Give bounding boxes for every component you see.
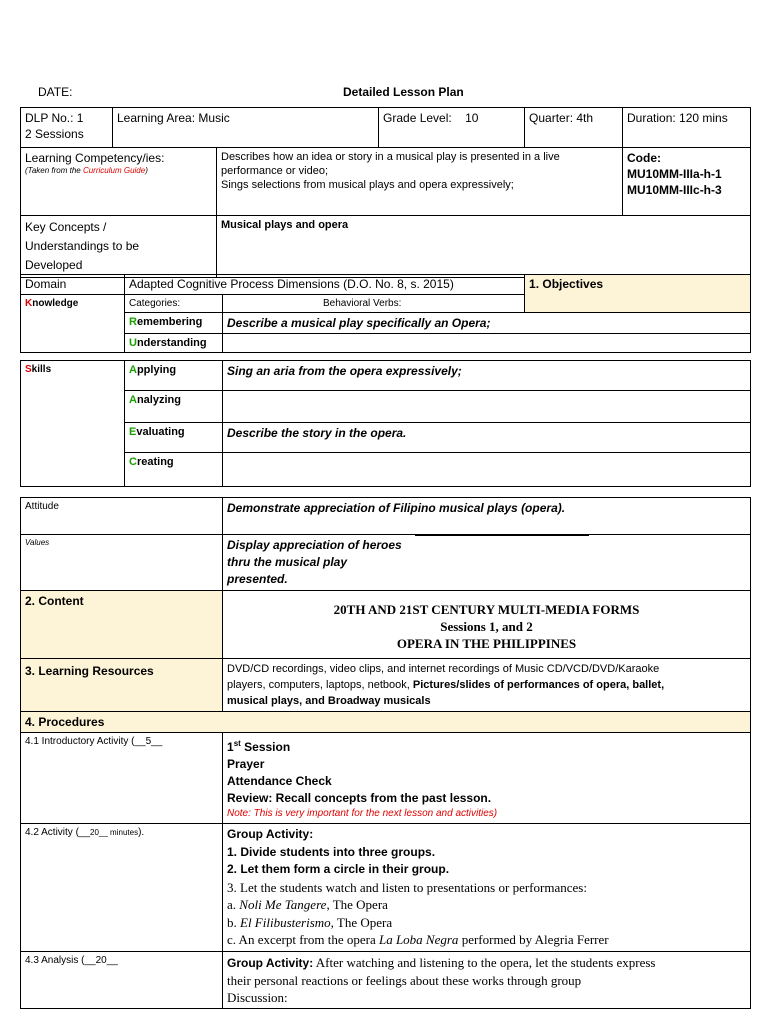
note-prefix: (Taken from the <box>25 166 83 175</box>
competency-line-1: Describes how an idea or story in a musical play is presented in a live <box>221 151 560 163</box>
evaluating-initial: E <box>129 426 137 438</box>
creating-rest: reating <box>136 456 174 468</box>
creating-label <box>125 453 223 487</box>
grade-level-cell <box>379 108 525 148</box>
values-label: Values <box>21 535 223 591</box>
content-line-1: 20TH AND 21ST CENTURY MULTI-MEDIA FORMS <box>333 602 640 617</box>
values-line-2: thru the musical play <box>227 555 348 569</box>
item-b-prefix: b. <box>227 914 240 930</box>
analysis-line-2: their personal reactions or feelings about these works through group <box>227 972 582 988</box>
understanding-label <box>125 334 223 353</box>
resources-line-3: musical plays, and Broadway musicals <box>227 695 431 707</box>
key-concepts-label-cell <box>21 216 217 278</box>
knowledge-initial: K <box>25 298 33 309</box>
activity-label-minutes: 20__ minutes <box>90 828 139 837</box>
skills-label <box>21 361 125 487</box>
activity-content <box>223 824 751 952</box>
applying-initial: A <box>129 364 137 376</box>
resources-line-2-plain: players, computers, laptops, netbook, <box>227 679 413 691</box>
activity-item-c <box>227 931 746 949</box>
objectives-header: 1. Objectives <box>525 275 751 313</box>
dlp-number: DLP No.: 1 <box>25 111 84 125</box>
intro-item-prayer: Prayer <box>227 757 265 771</box>
categories-label: Categories: <box>125 295 223 313</box>
attitude-objective: Demonstrate appreciation of Filipino musical plays (opera). <box>223 498 751 535</box>
item-a-suffix: , The Opera <box>326 897 388 912</box>
content-value <box>223 591 751 659</box>
intro-activity-label: 4.1 Introductory Activity (__5__ <box>21 733 223 824</box>
attitude-underline <box>415 535 589 536</box>
item-a-prefix: a. <box>227 897 240 912</box>
behavioral-verbs-label: Behavioral Verbs: <box>223 295 525 313</box>
content-label: 2. Content <box>21 591 223 659</box>
analyzing-label <box>125 391 223 423</box>
activity-step-3: 3. Let the students watch and listen to presentations or performances: <box>227 879 587 895</box>
competency-text-cell <box>217 148 623 216</box>
understanding-rest: nderstanding <box>136 337 207 349</box>
dlp-cell <box>21 108 113 148</box>
resources-line-2-bold: Pictures/slides of performances of opera, ballet, <box>412 679 665 691</box>
activity-item-a <box>227 896 746 914</box>
session-heading <box>227 735 746 756</box>
session-count: 2 Sessions <box>25 127 84 141</box>
remembering-initial: R <box>129 316 137 328</box>
values-line-1: Display appreciation of heroes <box>227 538 402 552</box>
remembering-rest: emembering <box>136 316 203 328</box>
learning-area: Learning Area: Music <box>113 108 379 148</box>
activity-label-prefix: 4.2 Activity (__ <box>25 827 91 838</box>
analysis-content <box>223 951 751 1008</box>
understanding-initial: U <box>129 337 137 349</box>
competency-label: Learning Competency/ies: <box>25 151 165 165</box>
grade-level-label: Grade Level: <box>383 111 452 125</box>
item-c-suffix: performed by Alegria Ferrer <box>458 932 609 947</box>
item-b-title: El Filibusterismo <box>240 914 331 930</box>
cognitive-dimensions: Adapted Cognitive Process Dimensions (D.O. No. 8, s. 2015) <box>125 275 525 295</box>
analyzing-objective <box>223 391 751 423</box>
resources-line-1: DVD/CD recordings, video clips, and internet recordings of Music CD/VCD/DVD/Karaoke <box>227 663 660 675</box>
code-2: MU10MM-IIIc-h-3 <box>627 183 722 197</box>
competency-note <box>25 166 212 176</box>
code-label: Code: <box>627 151 662 165</box>
intro-activity-content <box>223 733 751 824</box>
item-c-title: La Loba Negra <box>378 932 459 947</box>
activity-step-1: 1. Divide students into three groups. <box>227 844 436 859</box>
creating-initial: C <box>129 456 137 468</box>
creating-objective <box>223 453 751 487</box>
item-c-prefix: c. An excerpt from the opera <box>227 932 379 947</box>
evaluating-objective: Describe the story in the opera. <box>223 423 751 453</box>
key-concepts-label-3: Developed <box>25 258 83 272</box>
skills-table <box>20 360 751 487</box>
analysis-line-1 <box>227 954 746 972</box>
session-ordinal: st <box>233 739 241 748</box>
evaluating-label <box>125 423 223 453</box>
session-number: 1 <box>227 740 234 754</box>
domain-label: Domain <box>21 275 125 295</box>
domain-table <box>20 274 751 353</box>
activity-label-suffix: ). <box>138 827 145 838</box>
skills-rest: kills <box>31 364 52 375</box>
activity-step-2: 2. Let them form a circle in their group. <box>227 862 450 876</box>
analysis-title: Group Activity: <box>227 955 314 970</box>
knowledge-label <box>21 295 125 353</box>
curriculum-guide-ref: Curriculum Guide <box>82 166 146 175</box>
procedures-table <box>20 497 751 1009</box>
knowledge-rest: nowledge <box>32 298 79 309</box>
code-cell <box>623 148 751 216</box>
remembering-objective: Describe a musical play specifically an Opera; <box>223 313 751 334</box>
analysis-text-1: After watching and listening to the opera, let the students express <box>313 954 656 970</box>
evaluating-rest: valuating <box>136 426 185 438</box>
attitude-label: Attitude <box>21 498 223 535</box>
resources-line-2 <box>227 677 746 693</box>
activity-title: Group Activity: <box>227 827 314 841</box>
analyzing-rest: nalyzing <box>136 394 181 406</box>
analysis-label: 4.3 Analysis (__20__ <box>21 951 223 1008</box>
competency-label-cell <box>21 148 217 216</box>
values-line-3: presented. <box>227 572 288 586</box>
skills-initial: S <box>25 364 32 375</box>
item-a-title: Noli Me Tangere <box>239 897 327 912</box>
key-concepts-label-1: Key Concepts / <box>25 220 107 234</box>
key-concepts-value: Musical plays and opera <box>217 216 751 278</box>
item-b-suffix: , The Opera <box>330 914 393 930</box>
intro-item-attendance: Attendance Check <box>227 774 332 788</box>
values-objective <box>223 535 751 591</box>
code-1: MU10MM-IIIa-h-1 <box>627 167 722 181</box>
competency-line-3: Sings selections from musical plays and opera expressively; <box>221 179 514 191</box>
content-line-3: OPERA IN THE PHILIPPINES <box>396 636 577 651</box>
key-concepts-label-2: Understandings to be <box>25 239 140 253</box>
activity-item-b <box>227 914 746 932</box>
duration: Duration: 120 mins <box>623 108 751 148</box>
analysis-line-3: Discussion: <box>227 989 288 1005</box>
resources-value <box>223 659 751 712</box>
remembering-label <box>125 313 223 334</box>
procedures-header: 4. Procedures <box>21 712 751 733</box>
competency-line-2: performance or video; <box>221 165 328 177</box>
quarter: Quarter: 4th <box>525 108 623 148</box>
understanding-objective <box>223 334 751 353</box>
analyzing-initial: A <box>129 394 137 406</box>
applying-rest: pplying <box>136 364 177 376</box>
applying-label <box>125 361 223 391</box>
content-line-2: Sessions 1, and 2 <box>440 619 533 634</box>
note-suffix: ) <box>145 166 148 175</box>
page-title: Detailed Lesson Plan <box>343 85 464 99</box>
session-word: Session <box>240 740 291 754</box>
intro-note: Note: This is very important for the next lesson and activities) <box>227 808 498 819</box>
applying-objective: Sing an aria from the opera expressively; <box>223 361 751 391</box>
lesson-plan-table-top <box>20 107 751 278</box>
intro-item-review: Review: Recall concepts from the past lesson. <box>227 791 492 805</box>
activity-label <box>21 824 223 952</box>
date-label: DATE: <box>38 85 73 99</box>
resources-label: 3. Learning Resources <box>21 659 223 712</box>
grade-level-value: 10 <box>465 111 479 125</box>
